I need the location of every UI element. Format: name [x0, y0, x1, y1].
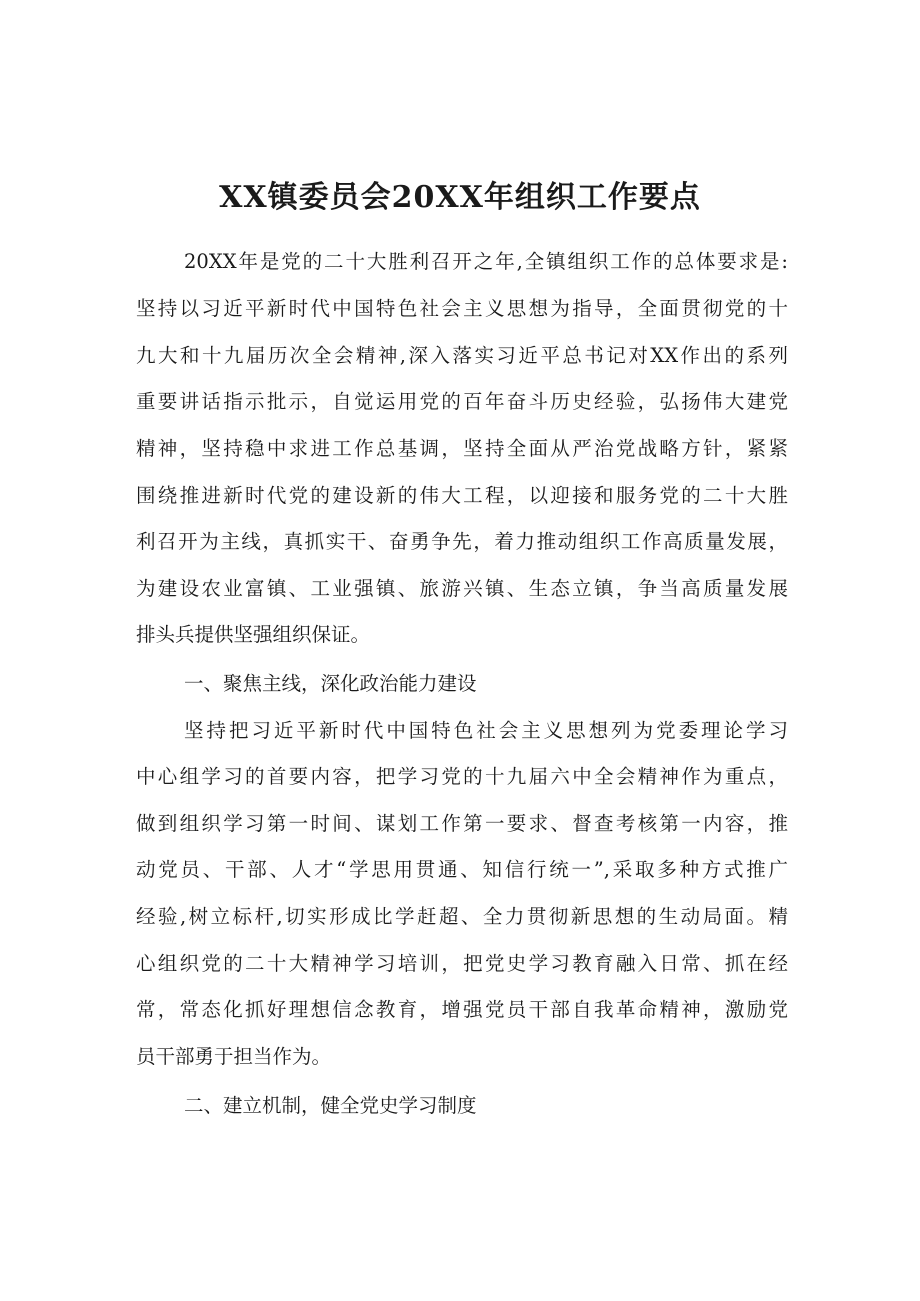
section-heading-2: 二、建立机制，健全党史学习制度 — [184, 1094, 477, 1117]
paragraph-1-line-6: 围绕推进新时代党的建设新的伟大工程，以迎接和服务党的二十大胜 — [136, 484, 788, 507]
paragraph-1-line-3: 九大和十九届历次全会精神,深入落实习近平总书记对XX作出的系列 — [136, 344, 788, 367]
paragraph-2-line-1: 坚持把习近平新时代中国特色社会主义思想列为党委理论学习 — [184, 719, 788, 742]
paragraph-2-line-5: 经验,树立标杆,切实形成比学赶超、全力贯彻新思想的生动局面。精 — [136, 905, 788, 928]
paragraph-1-line-1: 20XX年是党的二十大胜利召开之年,全镇组织工作的总体要求是: — [184, 250, 788, 273]
paragraph-2-line-8: 员干部勇于担当作为。 — [136, 1045, 332, 1068]
paragraph-2-line-3: 做到组织学习第一时间、谋划工作第一要求、督查考核第一内容，推 — [136, 812, 788, 835]
paragraph-2-line-2: 中心组学习的首要内容，把学习党的十九届六中全会精神作为重点， — [136, 765, 788, 788]
paragraph-1-line-9: 排头兵提供坚强组织保证。 — [136, 623, 371, 646]
paragraph-2-line-4: 动党员、干部、人才“学思用贯通、知信行统一”,采取多种方式推广 — [136, 858, 788, 881]
paragraph-1-line-4: 重要讲话指示批示，自觉运用党的百年奋斗历史经验，弘扬伟大建党 — [136, 390, 788, 413]
paragraph-2-line-7: 常，常态化抓好理想信念教育，增强党员干部自我革命精神，激励党 — [136, 998, 788, 1021]
paragraph-1-line-8: 为建设农业富镇、工业强镇、旅游兴镇、生态立镇，争当高质量发展 — [136, 577, 788, 600]
paragraph-2-line-6: 心组织党的二十大精神学习培训，把党史学习教育融入日常、抓在经 — [136, 952, 788, 975]
paragraph-1-line-7: 利召开为主线，真抓实干、奋勇争先，着力推动组织工作高质量发展， — [136, 530, 788, 553]
document-title: XX镇委员会20XX年组织工作要点 — [219, 180, 701, 215]
paragraph-1-line-2: 坚持以习近平新时代中国特色社会主义思想为指导，全面贯彻党的十 — [136, 297, 788, 320]
paragraph-1-line-5: 精神，坚持稳中求进工作总基调，坚持全面从严治党战略方针，紧紧 — [136, 437, 788, 460]
section-heading-1: 一、聚焦主线，深化政治能力建设 — [184, 672, 477, 695]
